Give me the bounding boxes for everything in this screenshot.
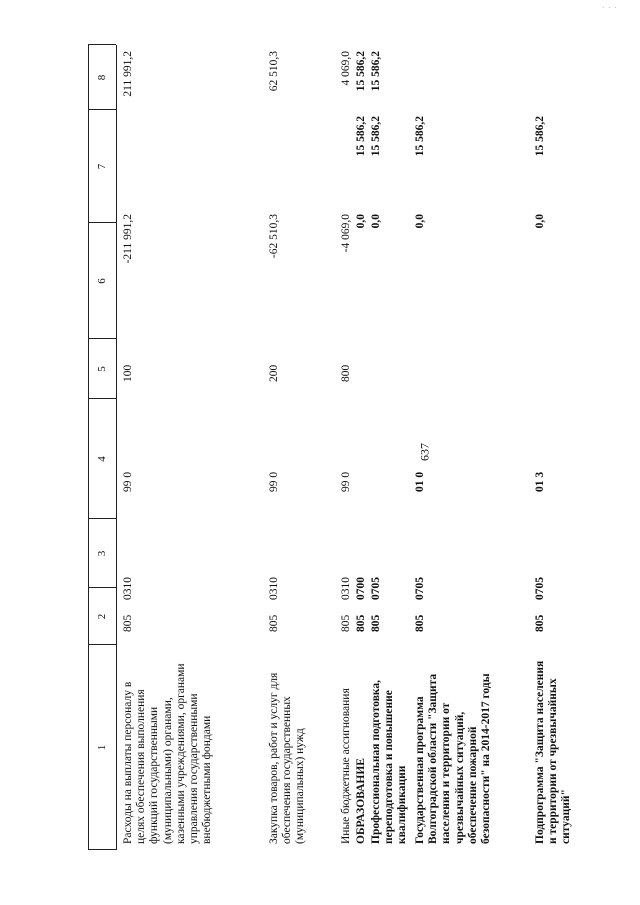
cell-section: 0705 <box>370 577 382 600</box>
cell-col7: 15 586,2 <box>414 116 426 157</box>
cell-expense-type: 800 <box>340 364 352 382</box>
cell-ved: 805 <box>534 614 546 632</box>
cell-col6: -211 991,2 <box>122 214 134 264</box>
cell-ved: 805 <box>122 614 134 632</box>
page-number: 637 <box>417 443 432 461</box>
cell-target-article: 99 0 <box>340 471 352 492</box>
cell-col8: 4 069,0 <box>340 51 352 86</box>
cell-col6: 0,0 <box>370 214 382 229</box>
column-header: 8 <box>96 74 108 81</box>
cell-target-article: 01 0 <box>414 471 426 492</box>
row-name: Государственная программа Волгоградской области "Защита населения и территории от чрезвычайных ситуаций, обеспечение пожарной безопасности" на 2014-2017 годы <box>414 673 493 844</box>
cell-target-article: 99 0 <box>268 471 280 492</box>
column-header: 6 <box>96 278 108 284</box>
table-header-border <box>116 45 117 850</box>
column-header: 5 <box>96 366 108 372</box>
column-header: 4 <box>96 456 108 462</box>
cell-section: 0705 <box>534 577 546 600</box>
cell-col8: 211 991,2 <box>122 51 134 97</box>
cell-col6: -4 069,0 <box>340 214 352 253</box>
scan-mark: · · · <box>602 4 618 12</box>
row-name: Иные бюджетные ассигнования <box>340 688 352 844</box>
cell-col8: 15 586,2 <box>370 51 382 92</box>
row-name: Закупка товаров, работ и услуг для обеспечения государственных (муниципальных) нужд <box>268 672 307 844</box>
cell-col6: 0,0 <box>355 214 367 229</box>
cell-col8: 15 586,2 <box>355 51 367 92</box>
row-name: Подпрограмма "Защита населения и территории от чрезвычайных ситуаций" <box>534 660 573 844</box>
cell-target-article: 01 3 <box>534 471 546 492</box>
cell-expense-type: 200 <box>268 364 280 382</box>
row-name: ОБРАЗОВАНИЕ <box>355 758 367 844</box>
row-name: Профессиональная подготовка, переподготовка и повышение квалификации <box>370 679 409 844</box>
cell-expense-type: 100 <box>122 364 134 382</box>
cell-col6: 0,0 <box>534 214 546 229</box>
column-header: 2 <box>96 613 108 620</box>
cell-col6: -62 510,3 <box>268 214 280 259</box>
cell-ved: 805 <box>370 614 382 632</box>
cell-ved: 805 <box>414 614 426 632</box>
table-top-border <box>88 45 89 850</box>
cell-section: 0310 <box>122 577 134 600</box>
cell-target-article: 99 0 <box>122 471 134 492</box>
cell-ved: 805 <box>340 614 352 632</box>
row-name: Расходы на выплаты персоналу в целях обеспечения выполнения функций государственными (муниципальными) органами, казенными учреждениями, органами управления государственными внебюджетными фондами <box>122 663 214 844</box>
column-header: 7 <box>96 163 108 170</box>
cell-section: 0310 <box>340 577 352 600</box>
cell-col7: 15 586,2 <box>370 116 382 157</box>
cell-col7: 15 586,2 <box>534 116 546 157</box>
column-header: 3 <box>96 550 108 557</box>
cell-col8: 62 510,3 <box>268 51 280 92</box>
cell-ved: 805 <box>268 614 280 632</box>
cell-col6: 0,0 <box>414 214 426 229</box>
budget-table <box>88 45 603 850</box>
column-header: 1 <box>96 744 108 751</box>
cell-col7: 15 586,2 <box>355 116 367 157</box>
cell-ved: 805 <box>355 614 367 632</box>
cell-section: 0310 <box>268 577 280 600</box>
cell-section: 0700 <box>355 577 367 600</box>
cell-section: 0705 <box>414 577 426 600</box>
